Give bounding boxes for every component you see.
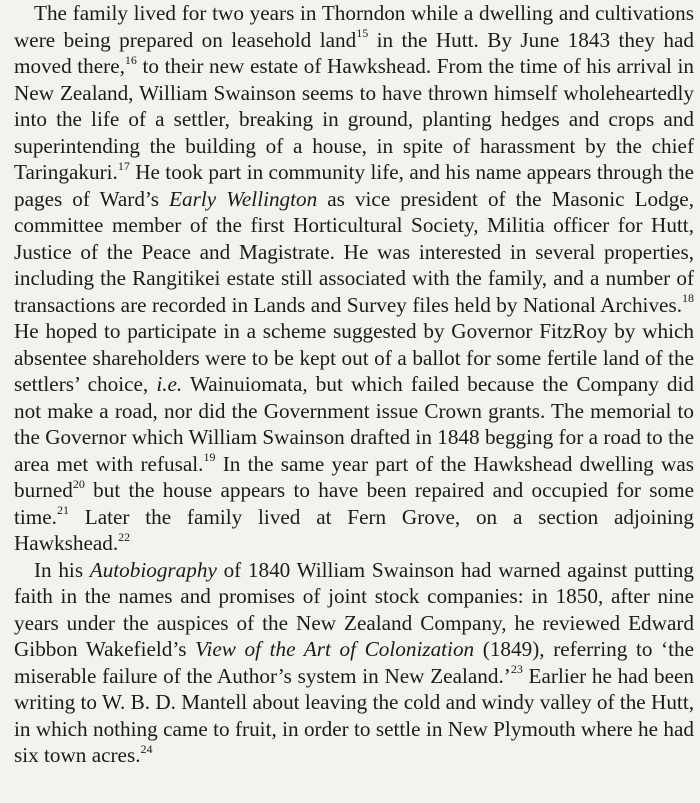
paragraph (14, 0, 694, 557)
footnote-ref: 15 (356, 26, 369, 41)
footnote-ref: 19 (203, 450, 216, 465)
text-run: as vice president of the Masonic Lodge, committee member of the first Horticultural Society, Militia officer for Hutt, Justice of the Peace and Magistrate. He was interested in several properties, including the Rangitikei estate still associated with the family, and a number of transactions are recorded in Lands and Survey files held by National Archives. (14, 186, 694, 317)
text-run: Earlier he had been writing to W. B. D. Mantell about leaving the cold and windy valley of the Hutt, in which nothing came to fruit, in order to settle in New Plymouth where he had six town acres. (14, 663, 694, 767)
text-run: Later the family lived at Fern Grove, on a section adjoining Hawkshead. (14, 504, 694, 555)
footnote-ref: 24 (140, 741, 153, 756)
text-run: (1849), referring to ‘the miserable failure of the Author’s system in New Zealand.’ (14, 637, 694, 688)
text-run: but the house appears to have been repaired and occupied for some time. (14, 478, 694, 529)
footnote-ref: 21 (56, 503, 69, 518)
text-run: In the same year part of the Hawkshead dwelling was burned (14, 451, 694, 502)
text-run: The family lived for two years in Thorndon while a dwelling and cultivations were being prepared on leasehold land (14, 1, 694, 52)
footnote-ref: 16 (124, 52, 137, 67)
italic-text: Early Wellington (169, 186, 318, 211)
italic-text: View of the Art of Colonization (195, 637, 475, 661)
text-run: of 1840 William Swainson had warned against putting faith in the names and promises of joint stock companies: in 1850, after nine years under the auspices of the New Zealand Company, he reviewed Edward Gibbon Wakefield’s (14, 557, 694, 661)
footnote-ref: 20 (72, 476, 85, 491)
text-run: He took part in community life, and his name appears through the pages of Ward’s (14, 160, 694, 211)
text-run: to their new estate of Hawkshead. From the time of his arrival in New Zealand, William Swainson seems to have thrown himself wholeheartedly into the life of a settler, breaking in ground, planting hedges and crops and superintending the building of a house, in spite of harassment by the chief Taringakuri. (14, 54, 694, 184)
text-run: in the Hutt. By June 1843 they had moved there, (14, 27, 694, 78)
footnote-ref: 18 (682, 291, 694, 306)
footnote-ref: 23 (510, 662, 523, 677)
footnote-ref: 17 (117, 158, 130, 173)
paragraph (14, 557, 694, 769)
text-run: In his (34, 557, 90, 582)
text-run: He hoped to participate in a scheme suggested by Governor FitzRoy by which absentee shareholders were to be kept out of a ballot for some fertile land of the settlers’ choice, (14, 319, 694, 396)
text-run: Wainuiomata, but which failed because the Company did not make a road, nor did the Government issue Crown grants. The memorial to the Governor which William Swainson drafted in 1848 begging for a road to the area met with refusal. (14, 372, 694, 476)
footnote-ref: 22 (118, 529, 131, 544)
body-text (14, 0, 694, 769)
italic-text: i.e. (156, 372, 183, 396)
italic-text: Autobiography (89, 557, 217, 582)
